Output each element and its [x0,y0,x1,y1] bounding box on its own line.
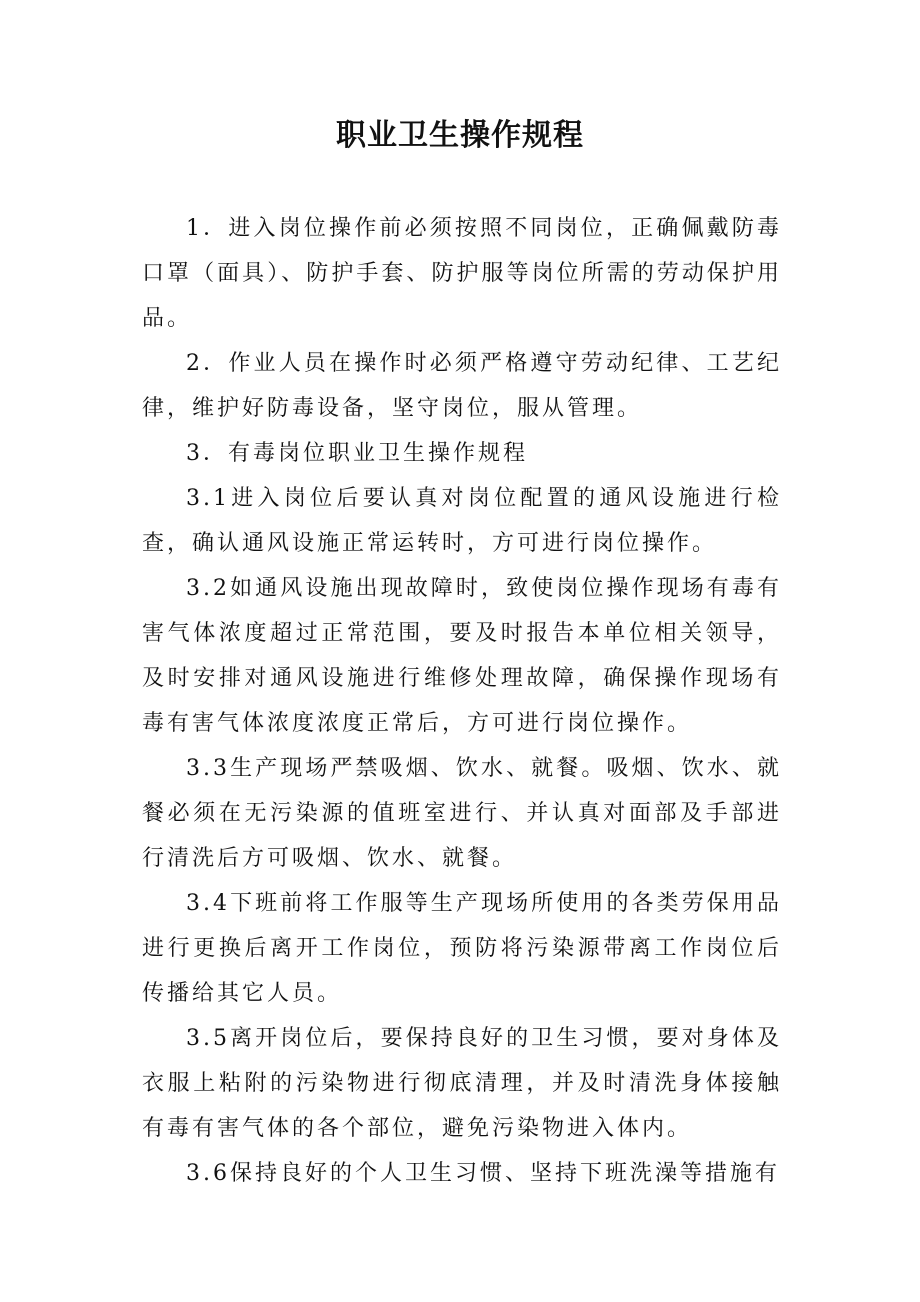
paragraph-3-3: 3.3生产现场严禁吸烟、饮水、就餐。吸烟、饮水、就餐必须在无污染源的值班室进行、并认真对面部及手部进行清洗后方可吸烟、饮水、就餐。 [142,756,782,871]
paragraph-3-6: 3.6保持良好的个人卫生习惯、坚持下班洗澡等措施有 [186,1161,780,1186]
paragraph-3-1: 3.1进入岗位后要认真对岗位配置的通风设施进行检查，确认通风设施正常运转时，方可进行岗位操作。 [142,486,782,556]
paragraph-1: 1．进入岗位操作前必须按照不同岗位，正确佩戴防毒口罩（面具）、防护手套、防护服等岗位所需的劳动保护用品。 [142,216,782,331]
paragraph-2: 2．作业人员在操作时必须严格遵守劳动纪律、工艺纪律，维护好防毒设备，坚守岗位，服从管理。 [142,351,782,421]
paragraph-3-2: 3.2如通风设施出现故障时，致使岗位操作现场有毒有害气体浓度超过正常范围，要及时报告本单位相关领导，及时安排对通风设施进行维修处理故障，确保操作现场有毒有害气体浓度浓度正常后，方可进行岗位操作。 [142,576,782,736]
paragraph-3-5: 3.5离开岗位后，要保持良好的卫生习惯，要对身体及衣服上粘附的污染物进行彻底清理，并及时清洗身体接触有毒有害气体的各个部位，避免污染物进入体内。 [142,1026,782,1141]
paragraph-3: 3．有毒岗位职业卫生操作规程 [186,441,528,466]
document-title: 职业卫生操作规程 [336,118,584,153]
paragraph-3-4: 3.4下班前将工作服等生产现场所使用的各类劳保用品进行更换后离开工作岗位，预防将污染源带离工作岗位后传播给其它人员。 [142,891,782,1006]
document-body [142,206,782,1196]
